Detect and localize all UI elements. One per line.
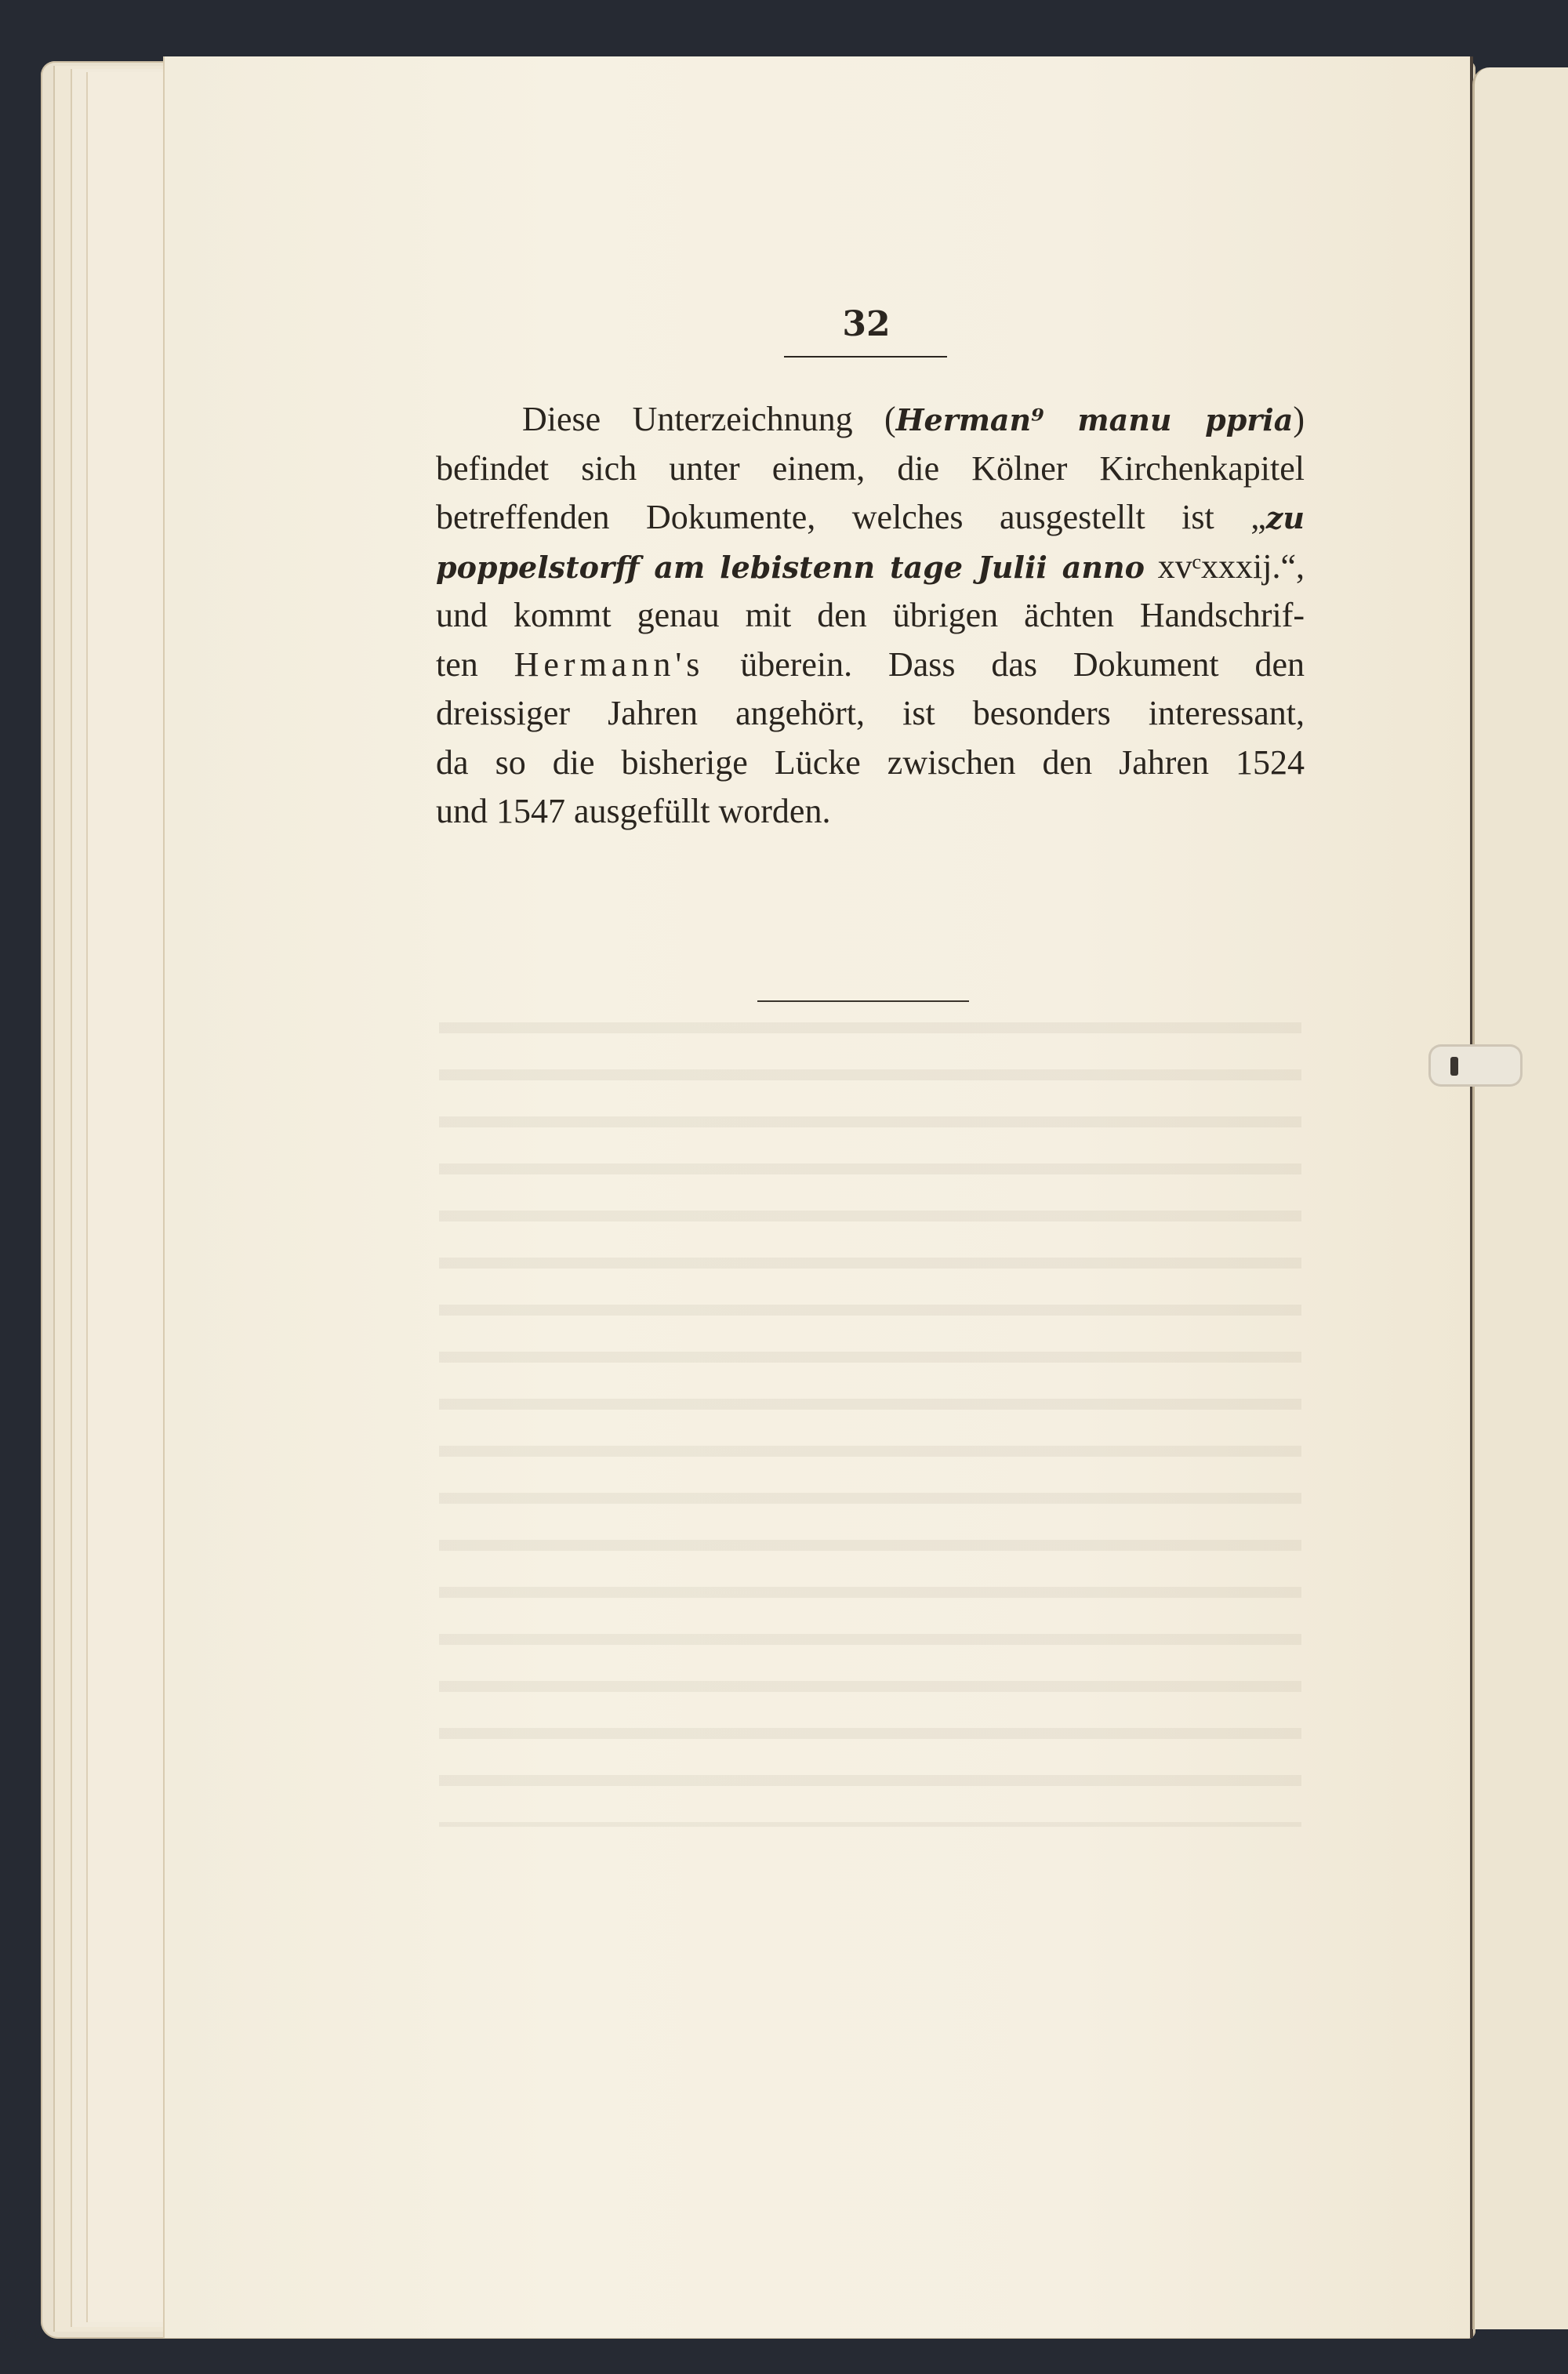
text-line: dreissiger Jahren angehört, ist besonders interessant, — [436, 694, 1305, 732]
text-line: und kommt genau mit den übrigen ächten Handschrif- — [436, 596, 1305, 634]
text-line: ten Hermann's überein. Dass das Dokument den — [436, 644, 1305, 684]
page-number-rule — [784, 356, 947, 358]
page-number: 32 — [842, 304, 891, 344]
bleed-through-text — [439, 996, 1301, 1827]
text-line: Diese Unterzeichnung (Herman⁹ manu ppria) — [522, 400, 1305, 438]
text-line: befindet sich unter einem, die Kölner Kirchenkapitel — [436, 448, 1305, 488]
text-line: betreffenden Dokumente, welches ausgestellt ist „zu — [436, 498, 1305, 536]
text-line: da so die bisherige Lücke zwischen den Jahren 1524 — [436, 742, 1305, 782]
facing-page-edge — [1472, 67, 1568, 2329]
bleed-through-rule — [757, 1000, 969, 1002]
text-line: poppelstorff am lebistenn tage Julii anno xvᶜxxxij.“, — [436, 546, 1305, 586]
paper-tab — [1428, 1044, 1523, 1087]
body-text — [436, 395, 1305, 837]
text-line: und 1547 ausgefüllt worden. — [436, 792, 831, 830]
